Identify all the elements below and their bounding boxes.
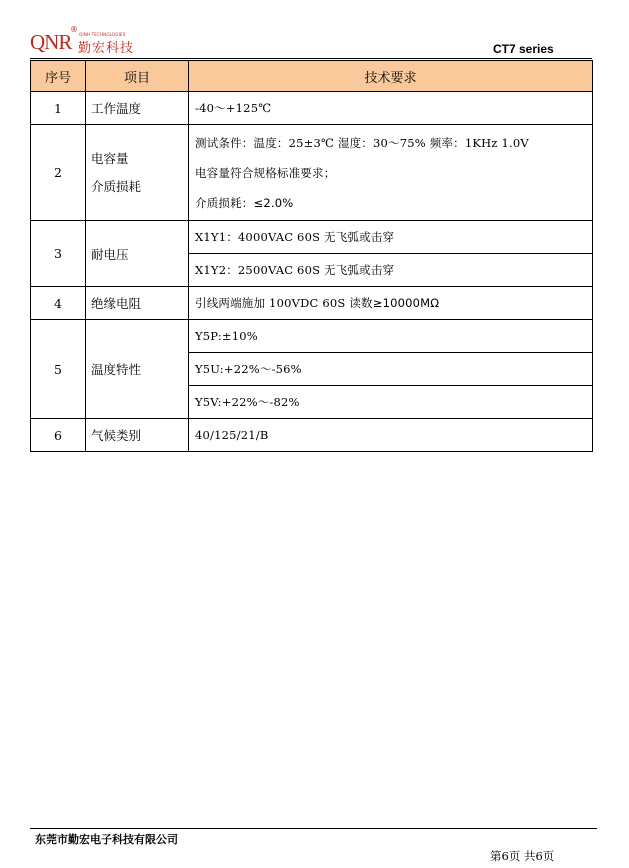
row-item: 耐电压 <box>86 221 189 287</box>
logo-mark: QNR <box>30 30 72 54</box>
header-divider <box>30 58 592 59</box>
row-no: 5 <box>31 320 86 419</box>
company-name: 东莞市勤宏电子科技有限公司 <box>35 833 178 846</box>
insulation-value: ≥10000MΩ <box>372 296 440 310</box>
logo-chinese: 勤宏科技 <box>78 41 135 56</box>
row-no: 3 <box>31 221 86 287</box>
row-requirement-y5v: Y5V:+22%～-82% <box>189 386 593 419</box>
dissipation-value: ≤2.0% <box>253 195 294 210</box>
table-row <box>31 287 593 320</box>
row-item: 绝缘电阻 <box>86 287 189 320</box>
dissipation-spec <box>195 188 592 218</box>
table-row <box>31 419 593 452</box>
test-conditions: 测试条件：温度：25±3℃ 湿度：30～75% 频率：1KHz 1.0V <box>195 135 529 150</box>
row-no: 4 <box>31 287 86 320</box>
footer-divider <box>30 828 597 829</box>
row-item: 温度特性 <box>86 320 189 419</box>
table-row <box>31 92 593 125</box>
row-requirement: 40/125/21/B <box>189 419 593 452</box>
header-item: 项目 <box>86 61 189 92</box>
page-number: 第6页 共6页 <box>490 849 555 863</box>
table-row <box>31 221 593 254</box>
item-dissipation: 介质损耗 <box>91 178 142 194</box>
row-requirement-y5u: Y5U:+22%～-56% <box>189 353 593 386</box>
row-requirement <box>189 125 593 221</box>
item-capacitance: 电容量 <box>91 150 129 166</box>
row-requirement-y5p: Y5P:±10% <box>189 320 593 353</box>
insulation-condition: 引线两端施加 100VDC 60S 读数 <box>195 296 373 310</box>
row-requirement-x1y1: X1Y1：4000VAC 60S 无飞弧或击穿 <box>189 221 593 254</box>
row-no: 2 <box>31 125 86 221</box>
row-item <box>86 125 189 221</box>
header-requirement: 技术要求 <box>189 61 593 92</box>
header-no: 序号 <box>31 61 86 92</box>
row-requirement <box>189 287 593 320</box>
capacitance-spec: 电容量符合规格标准要求； <box>195 165 336 180</box>
logo-english: QINH TECHNOLOGIES <box>79 32 126 37</box>
dissipation-label: 介质损耗： <box>195 195 254 210</box>
series-label: CT7 series <box>493 42 554 56</box>
table-header-row <box>31 61 593 92</box>
row-item: 气候类别 <box>86 419 189 452</box>
registered-mark: ® <box>70 25 78 34</box>
table-row <box>31 320 593 353</box>
row-no: 1 <box>31 92 86 125</box>
spec-table <box>30 60 593 452</box>
row-item: 工作温度 <box>86 92 189 125</box>
row-no: 6 <box>31 419 86 452</box>
row-requirement-x1y2: X1Y2：2500VAC 60S 无飞弧或击穿 <box>189 254 593 287</box>
table-row <box>31 125 593 221</box>
row-requirement: -40～+125℃ <box>189 92 593 125</box>
